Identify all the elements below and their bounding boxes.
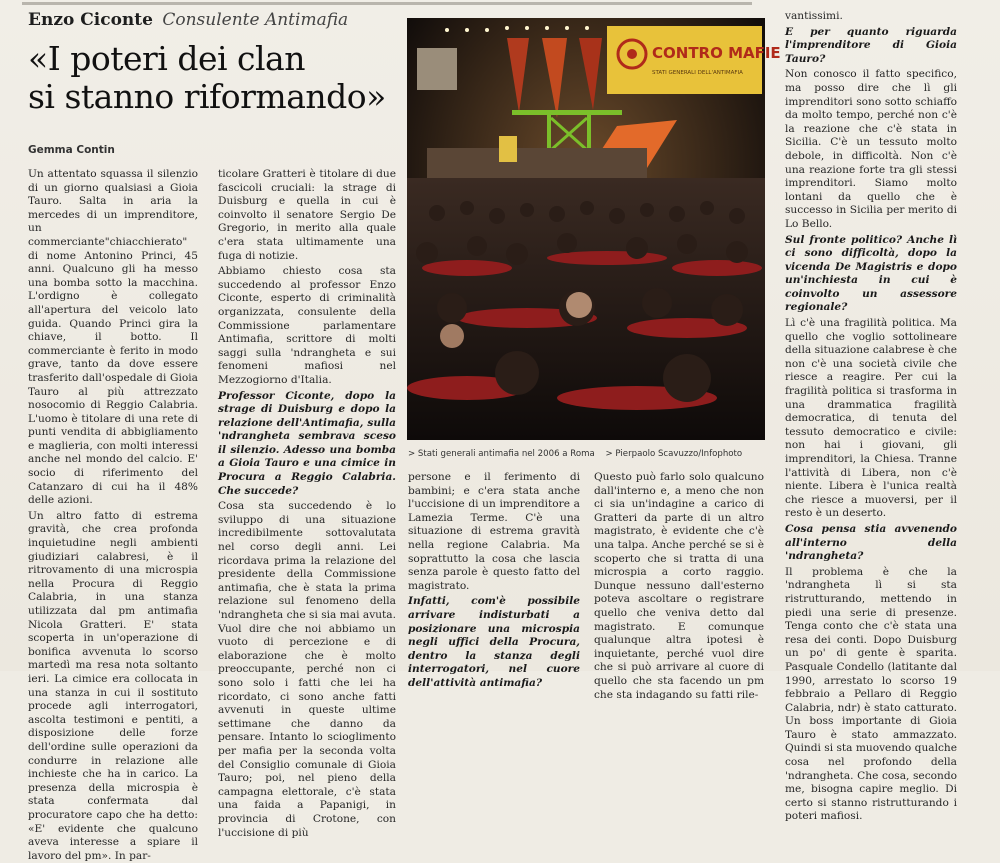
interview-answer: Il problema è che la 'ndrangheta lì si sta ristrutturando, mettendo in piedi una serie di presenze. Tenga conto che c'è stata una resa dei conti. Dopo Duisburg un po' di gente è sparita. Pasquale Condello (latitante dal 1990, arrestato lo scorso 19 febbraio a Pellaro di Reggio Calabria, ndr) è stato catturato. Un boss importante di Gioia Tauro è stato ammazzato. Quindi si sta muovendo qualche cosa nel profondo della 'ndrangheta. Che cosa, secondo me, bisogna capire meglio. Di certo si stanno ristrutturando i poteri mafiosi. xyxy=(785,565,958,823)
paragraph: Un altro fatto di estrema gravità, che crea profonda inquietudine negli ambienti giudiziari calabresi, è il ritrovamento di una microspia nella Procura di Reggio Calabria, in una stanza utilizzata dal pm antimafia Nicola Gratteri. E' stata scoperta in un'operazione di bonifica avvenuta lo scorso martedì ma resa nota soltanto ieri. La cimice era collocata in una stanza in cui il sostituto procede agli interrogatori, ascolta testimoni e pentiti, a disposizione delle forze dell'ordine sulle operazioni da condurre in relazione alle inchieste che ha in carico. La presenza della microspia è stata confermata dal procuratore capo che ha detto: «E' evidente che qualcuno aveva interesse a spiare il lavoro del pm». In par- xyxy=(28,509,198,862)
photo-caption xyxy=(408,449,764,459)
article-column-2 xyxy=(218,168,396,839)
banner-subtitle: STATI GENERALI DELL'ANTIMAFIA xyxy=(652,70,743,76)
paragraph: vantissimi. xyxy=(785,10,843,22)
paragraph: Abbiamo chiesto cosa sta succedendo al professor Enzo Ciconte, esperto di criminalità organizzata, consulente della Commissione parlamentare Antimafia, scrittore di molti saggi sulla 'ndrangheta e sui fenomeni mafiosi nel Mezzogiorno d'Italia. xyxy=(218,265,396,386)
interview-question: Professor Ciconte, dopo la strage di Duisburg e dopo la relazione dell'Antimafia, sulla 'ndrangheta sembrava sceso il silenzio. Adesso una bomba a Gioia Tauro e una cimice in Procura a Reggio Calabria. Che succede? xyxy=(218,389,396,497)
headline xyxy=(28,40,398,116)
article-column-5 xyxy=(785,10,958,823)
banner-title: CONTRO MAFIE xyxy=(652,44,781,62)
paragraph: persone e il ferimento di bambini; e c'era stata anche l'uccisione di un imprenditore a Lamezia Terme. C'è una situazione di estrema gravità nella regione Calabria. Ma soprattutto la cosa che lascia senza parole è questo fatto del magistrato. xyxy=(408,471,580,592)
article-column-1 xyxy=(28,168,198,862)
author-role: Consulente Antimafia xyxy=(162,10,349,30)
top-rule xyxy=(22,2,752,5)
author-name: Enzo Ciconte xyxy=(28,10,153,30)
headline-line-1: «I poteri dei clan xyxy=(28,39,305,78)
author-kicker xyxy=(28,10,348,30)
caption-text: > Stati generali antimafia nel 2006 a Roma xyxy=(408,449,595,459)
paragraph: Questo può farlo solo qualcuno dall'interno e, a meno che non ci sia un'indagine a carico di Gratteri da parte di un altro magistrato, è evidente che c'è una talpa. Anche perché se si è scoperto che si tratta di una microspia a corto raggio. Dunque nessuno dall'esterno poteva ascoltare o registrare quello che veniva detto dal magistrato. E comunque qualunque altra ipotesi è inquietante, perché vuol dire che si può arrivare al cuore di quello che sta facendo un pm che sta indagando su fatti rile- xyxy=(594,471,764,701)
photo-credit: > Pierpaolo Scavuzzo/Infophoto xyxy=(605,449,743,459)
headline-line-2: si stanno riformando» xyxy=(28,77,386,116)
article-column-4 xyxy=(594,471,764,701)
paragraph: ticolare Gratteri è titolare di due fascicoli cruciali: la strage di Duisburg e quella in cui è coinvolto il senatore Sergio De Gregorio, in merito alla quale c'era stata ultimamente una fuga di notizie. xyxy=(218,168,396,262)
conference-photo xyxy=(407,18,781,440)
conference-photo-illustration xyxy=(407,18,781,440)
interview-question: Cosa pensa stia avvenendo all'interno della 'ndrangheta? xyxy=(785,522,957,563)
interview-question: Infatti, com'è possibile arrivare indisturbati a posizionare una microspia negli uffici della Procura, dentro la stanza degli interrogatori, nel cuore dell'attività antimafia? xyxy=(408,595,580,689)
interview-question: Sul fronte politico? Anche lì ci sono difficoltà, dopo la vicenda De Magistris e dopo un'inchiesta in cui è coinvolto un assessore regionale? xyxy=(785,233,957,314)
interview-answer: Lì c'è una fragilità politica. Ma quello che voglio sottolineare della situazione calabrese è che non c'è una società civile che riesce a reagire. Per cui la fragilità politica si trasforma in una drammatica fragilità democratica, di tenuta del tessuto democratico e civile: non hai i giovani, gli imprenditori, la Chiesa. Tranne l'attività di Libera, non c'è niente. Libera è l'unica realtà che riesce a muoversi, per il resto è un deserto. xyxy=(785,317,957,520)
projection-screen xyxy=(417,48,457,90)
interview-answer: Cosa sta succedendo è lo sviluppo di una situazione incredibilmente sottovalutata nel corso degli anni. Lei ricordava prima la relazione del presidente della Commissione antimafia, che è stata la prima relazione sul fenomeno della 'ndrangheta che si sia mai avuta. Vuol dire che noi abbiamo un vuoto di percezione e di elaborazione che è molto preoccupante, perché non ci sono solo i fatti che lei ha ricordato, ci sono anche fatti avvenuti in queste ultime settimane che danno da pensare. Intanto lo scioglimento per mafia per la seconda volta del Consiglio comunale di Gioia Tauro; poi, nel pieno della campagna elettorale, c'è stata una faida a Papanigi, in provincia di Crotone, con l'uccisione di più xyxy=(218,500,396,839)
byline: Gemma Contin xyxy=(28,144,115,156)
paragraph: Un attentato squassa il silenzio di un giorno qualsiasi a Gioia Tauro. Salta in aria la mercedes di un imprenditore, un commerciante"chiacchierato" di nome Antonino Princi, 45 anni. Qualcuno gli ha messo una bomba sotto la macchina. L'ordigno è collegato all'apertura del veicolo lato guida. Quando Princi gira la chiave, il botto. Il commerciante è ferito in modo grave, tanto da dove essere trasferito dall'ospedale di Gioia Tauro al più attrezzato nosocomio di Reggio Calabria. L'uomo è titolare di una rete di punti vendita di abbigliamento e maglieria, con molti interessi anche nel mondo del calcio. E' socio di riferimento del Catanzaro di cui ha il 48% delle azioni. xyxy=(28,168,198,507)
interview-question: E per quanto riguarda l'imprenditore di Gioia Tauro? xyxy=(785,25,957,65)
interview-answer: Non conosco il fatto specifico, ma posso dire che lì gli imprenditori sono sotto schiaffo da molto tempo, perché non c'è la reazione che c'è stata in Sicilia. C'è un tessuto molto debole, in difficoltà. Non c'è una reazione forte tra gli stessi imprenditori. Siamo molto lontani da quello che è successo in Sicilia per merito di Lo Bello. xyxy=(785,68,957,230)
article-column-3 xyxy=(408,471,580,689)
